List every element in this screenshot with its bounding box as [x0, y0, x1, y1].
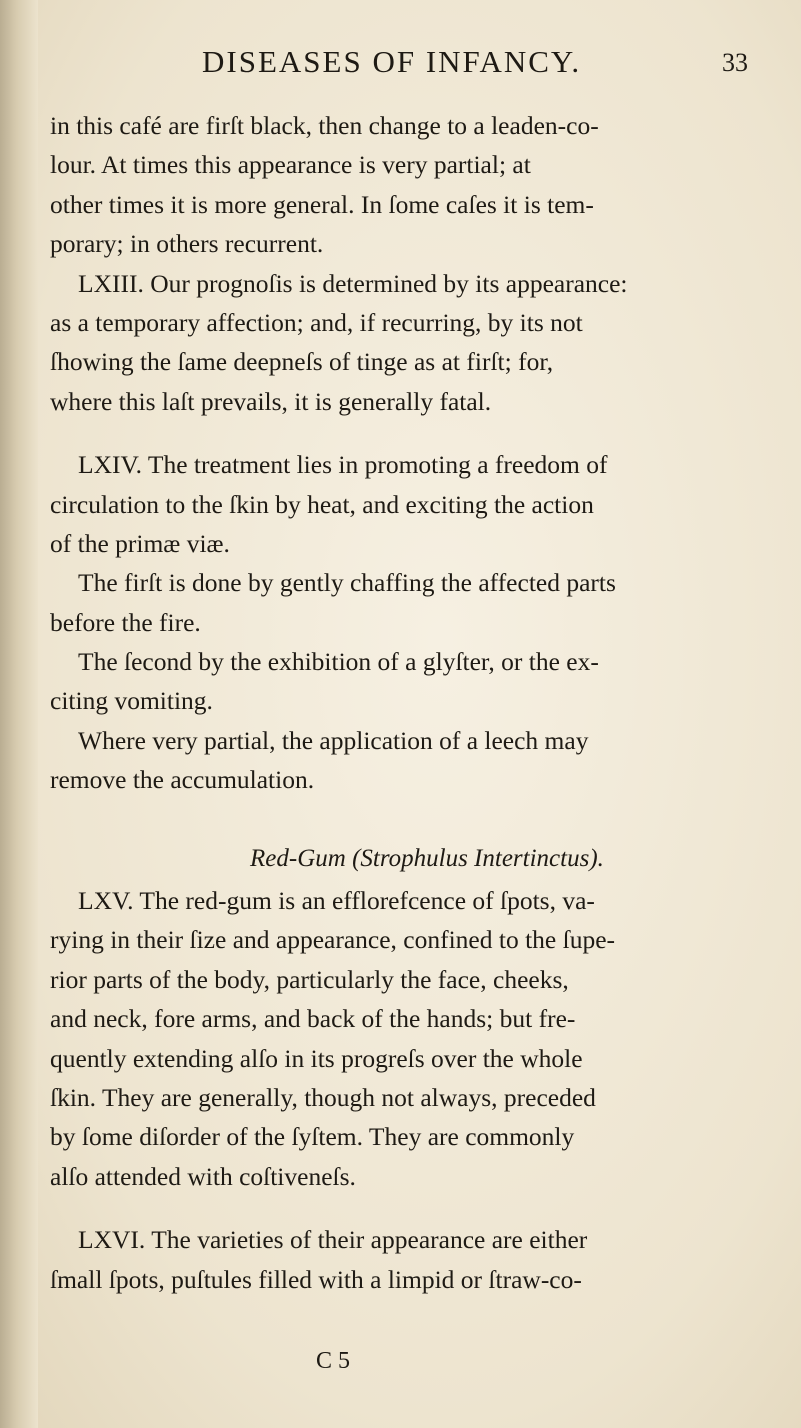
text-line: and neck, fore arms, and back of the hands; but fre-: [50, 1004, 576, 1034]
text-line: as a temporary affection; and, if recurring, by its not: [50, 307, 583, 337]
text-line: Where very partial, the application of a leech may: [78, 725, 589, 755]
text-line: lour. At times this appearance is very partial; at: [50, 150, 531, 180]
text-line: quently extending alſo in its progreſs over the whole: [50, 1043, 583, 1073]
text-line: of the primæ viæ.: [50, 528, 230, 558]
text-line: ſhowing the ſame deepneſs of tinge as at firſt; for,: [50, 347, 554, 377]
text-line: ſmall ſpots, puſtules filled with a limpid or ſtraw-co-: [50, 1264, 582, 1294]
text-line: before the fire.: [50, 607, 201, 637]
text-line: other times it is more general. In ſome caſes it is tem-: [50, 189, 594, 219]
section-heading: [50, 839, 750, 881]
text-line: where this laſt prevails, it is generally fatal.: [50, 386, 492, 416]
paragraph-lxiv: LXIV. The treatment lies in promoting a freedom of: [78, 450, 608, 480]
text-line: citing vomiting.: [50, 686, 213, 716]
paragraph-lxvi: LXVI. The varieties of their appearance are either: [78, 1225, 588, 1255]
running-head: DISEASES OF INFANCY.: [202, 44, 582, 79]
text-line: rior parts of the body, particularly the face, cheeks,: [50, 964, 569, 994]
signature-mark: C 5: [316, 1348, 351, 1374]
section-heading-name: Red-Gum: [250, 845, 346, 873]
text-line: The firſt is done by gently chaffing the affected parts: [78, 568, 616, 598]
body-text: [50, 106, 750, 1299]
text-line: remove the accumulation.: [50, 765, 315, 795]
text-line: rying in their ſize and appearance, confined to the ſupe-: [50, 925, 616, 955]
paragraph-lxv: LXV. The red-gum is an efflorefcence of ſpots, va-: [78, 886, 595, 916]
paragraph-lxiii: LXIII. Our prognoſis is determined by its appearance:: [78, 268, 628, 298]
text-line: porary; in others recurrent.: [50, 229, 324, 259]
page-gutter-shadow: [0, 0, 38, 1428]
text-line: alſo attended with coſtiveneſs.: [50, 1161, 356, 1191]
section-heading-latin: (Strophulus Intertinctus).: [352, 845, 604, 873]
text-line: in this café are firſt black, then change to a leaden-co-: [50, 111, 599, 140]
page-header: [0, 44, 801, 94]
page-number: 33: [722, 48, 748, 77]
text-line: The ſecond by the exhibition of a glyſter, or the ex-: [78, 647, 599, 677]
text-line: circulation to the ſkin by heat, and exciting the action: [50, 489, 594, 519]
text-line: by ſome diſorder of the ſyſtem. They are commonly: [50, 1122, 575, 1152]
text-line: ſkin. They are generally, though not always, preceded: [50, 1082, 596, 1112]
